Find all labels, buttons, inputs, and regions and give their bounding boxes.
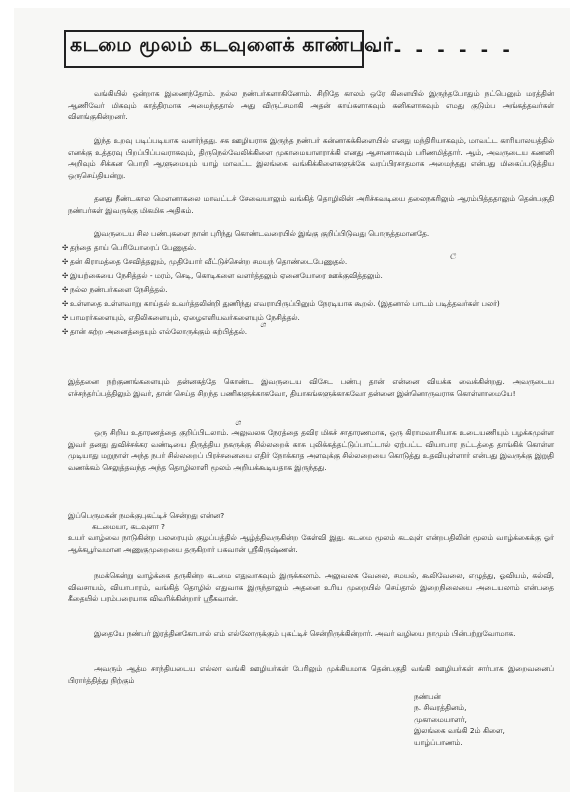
answer-heading: கடமையா, கடவுளா ? <box>92 522 165 531</box>
paragraph-south-friends: தனது நீண்டகால மௌனாகலை மாவட்டச் சேவையாலும் வங்கித் தொழிலின் அரிச்சுவடியை தலைநகரிலும் ஆரம்பித்ததாலும் தென்பகுதி நண்பர்கள் இவருக்கு மிகமிக அதிகம். <box>68 194 554 215</box>
bullet-icon: ✣ <box>62 313 69 322</box>
paragraph-qualities-intro: இவருடைய சில பண்புகளை நான் புரிந்து கொண்டவரையில் இங்கு குறிப்பிடுவது பொருத்தமானதே. <box>94 229 430 238</box>
bullet-icon: ✣ <box>62 285 69 294</box>
signature-closing: நண்பன் <box>414 692 441 701</box>
bullet-icon: ✣ <box>62 243 69 252</box>
list-item: ✣ இயற்கையை நேசித்தல் - மரம், செடி, கொடிகளை வளர்த்தலும் ஏனையோரை ஊக்குவித்தலும். <box>62 271 383 280</box>
paragraph-intro: வங்கியில் ஒன்றாக இணைந்தோம். நல்ல நண்பர்களாகினோம். சிறிதே காலம் ஒரே கிளையில் இருந்தபோதும் நட்பெனும் மரத்தின் ஆணிவேர் மிகவும் காத்திரமாக அமைந்ததால் அது விருட்சமாகி அதன் காய்களாகவும் கனிகளாகவும் எமது குடும்ப அங்கத்தவர்கள் விளங்குகின்றனர். <box>68 89 554 121</box>
paragraph-lesson: இதையே நண்பர் இரத்தினகோபால் எம் எல்லோருக்கும் புகட்டிச் சென்றிருக்கின்றார். அவர் வழியை நாமும் பின்பற்றுவோமாக. <box>94 629 516 638</box>
handwritten-mark: ශ <box>235 418 241 427</box>
title-dots: - - - - - - - <box>372 40 514 61</box>
list-item: ✣ தான் கற்ற அனைத்தையும் எல்லோருக்கும் கற்பித்தல். <box>62 327 248 336</box>
page-title: கடமை மூலம் கடவுளைக் காண்பவர் <box>70 34 394 56</box>
list-item: ✣ பாமரர்களையும், எதிலிகளையும், ஏழைஎளியவர்களையும் நேசித்தல். <box>62 313 300 322</box>
signature-branch: இலங்கை வங்கி 2ம் கிளை, <box>414 726 505 736</box>
signature-name: ந. சிவரத்தினம், <box>414 703 467 713</box>
paragraph-duty: நமக்கென்று வாழ்க்கை தருகின்ற கடமை எதுவாகவும் இருக்கலாம். அலுவலக வேலை, சமயல், கூலிவேலை, எழுத்து, ஓவியம், கல்வி, விவசாயம், வியாபாரம், வங்கித் தொழில் எதுவாக இருந்தாலும் அதனை உரிய முறையில் செய்தால் இறைநிலையை அடையலாம் என்பதை கீதையில் பரம்பரையாக விவரிக்கின்றார் ஸ்ரீகவான். <box>68 571 554 603</box>
paragraph-special-trait: இத்தனை நற்குணங்களையும் தன்னகத்தே கொண்ட இவருடைய விசேட பண்பு தான் என்னை வியக்க வைக்கின்றது. அவருடைய எச்சந்தர்ப்பத்திலும் இவர், தான் செய்த சிறந்த பணிகளுக்காகவோ, தியாகங்களுக்காகவோ தன்னை இன்னொருவராக கொள்ளாமையே! <box>68 377 554 398</box>
list-item: ✣ தன் கிராமத்தை சேவித்தலும், முதியோர் வீட்டுச்சென்ற சமயந் தொண்டைபேணுதல். <box>62 257 348 266</box>
bullet-icon: ✣ <box>62 327 69 336</box>
qualities-list <box>62 243 552 341</box>
list-item: ✣ தந்தை தாய் பெரியோரைப் பேணுதல். <box>62 243 197 252</box>
paragraph-question: உயர் வாழ்வை நாடுகின்ற பலரையும் குழப்பத்தில் ஆழ்த்திவருகின்ற கேள்வி இது. கடமை மூலம் கடவுள் என்றபதிலின் மூலம் வாழ்க்கைக்கு ஓர் ஆக்கபூர்வமான அணுகுமுறையை தருகிறார் பகவான் ஸ்ரீகிருஷ்ணன். <box>68 533 554 554</box>
handwritten-mark: ශ <box>260 320 266 329</box>
paragraph-example: ஒரு சிறிய உதாரணத்தை குறிப்பிடலாம். அலுவலக நேரத்தை தவிர மிகச் சாதாரணமாக, ஒரு கிராமவாசியாக உடையணியும் பழக்கமுள்ள இவர் தனது துவிச்சக்கர வண்டியை திருத்திய நகருக்கு சில்லறைக் காசு புலிக்கத்தட்டுப்பாட்டால் ஏற்பட்ட வியாபார நட்டத்தை தாங்கிக் கொள்ள முடியாது மறுநாள் அந்த நபர் சில்லறைப் பிரச்சனையை எதிர் நோக்காத அளவுக்கு சில்லறையை கொடுத்து உதவியுள்ளார் என்பது இவருக்கு இறுதி வணக்கம் செலுத்தவந்த அந்த தொழிலாளி மூலம் அறியக்கூடியதாக இருந்தது. <box>68 428 554 472</box>
list-item: ✣ உள்ளதை உள்ளவாறு காய்தல் உவர்த்தலின்றி துணிந்து எவராயிருப்பினும் நேரடியாக கூறல். (இதனால் பாடம் படித்தவர்கள் பலர்) <box>62 299 500 308</box>
bullet-icon: ✣ <box>62 257 69 266</box>
paragraph-relationship: இந்த உறவு படிப்படியாக வளர்ந்தது. சக ஊழியராக இருந்த நண்பர் கன்னாகக்கிளையில் எனது மந்திரியாகவும், மாவட்ட காரியாலயத்தில் எனக்கு உத்தரவு பிறப்பிப்பவராகவும், திருநெல்வேலிக்கிளை முகாமையாளராக்கி எனது ஆசானாகவும் பரிணமித்தார். ஆம், அவருடைய கணனி அறிவும் சிக்கன பொறி ஆளுமையும் யாழ் மாவட்ட இலங்கை வங்கிக்கிளைகளுக்கே வரப்பிரசாதமாக அமைந்தது என்பது மிகைப்படுத்திய ஒருசெய்தியன்று. <box>68 136 554 180</box>
paragraph-prayer: அவரும் ஆத்ம சாந்தியடைய எல்லா வங்கி ஊழியர்கள் பேரிலும் முக்கியமாக தென்பகுதி வங்கி ஊழியர்கள் சார்பாக இறைவனைப் பிரார்த்தித்து நிற்கும் <box>68 664 554 685</box>
list-item: ✣ நல்ல நண்பர்களை நேசித்தல். <box>62 285 168 294</box>
question-line: இப்பெருமகன் நமக்குபுகட்டிச் சென்றது என்ன? <box>68 511 225 520</box>
handwritten-mark: ල <box>450 250 457 259</box>
signature-role: முகாமையாளர், <box>414 714 467 724</box>
signature-city: யாழ்ப்பாணம். <box>414 737 463 747</box>
signature-block <box>414 691 505 748</box>
bullet-icon: ✣ <box>62 299 69 308</box>
bullet-icon: ✣ <box>62 271 69 280</box>
